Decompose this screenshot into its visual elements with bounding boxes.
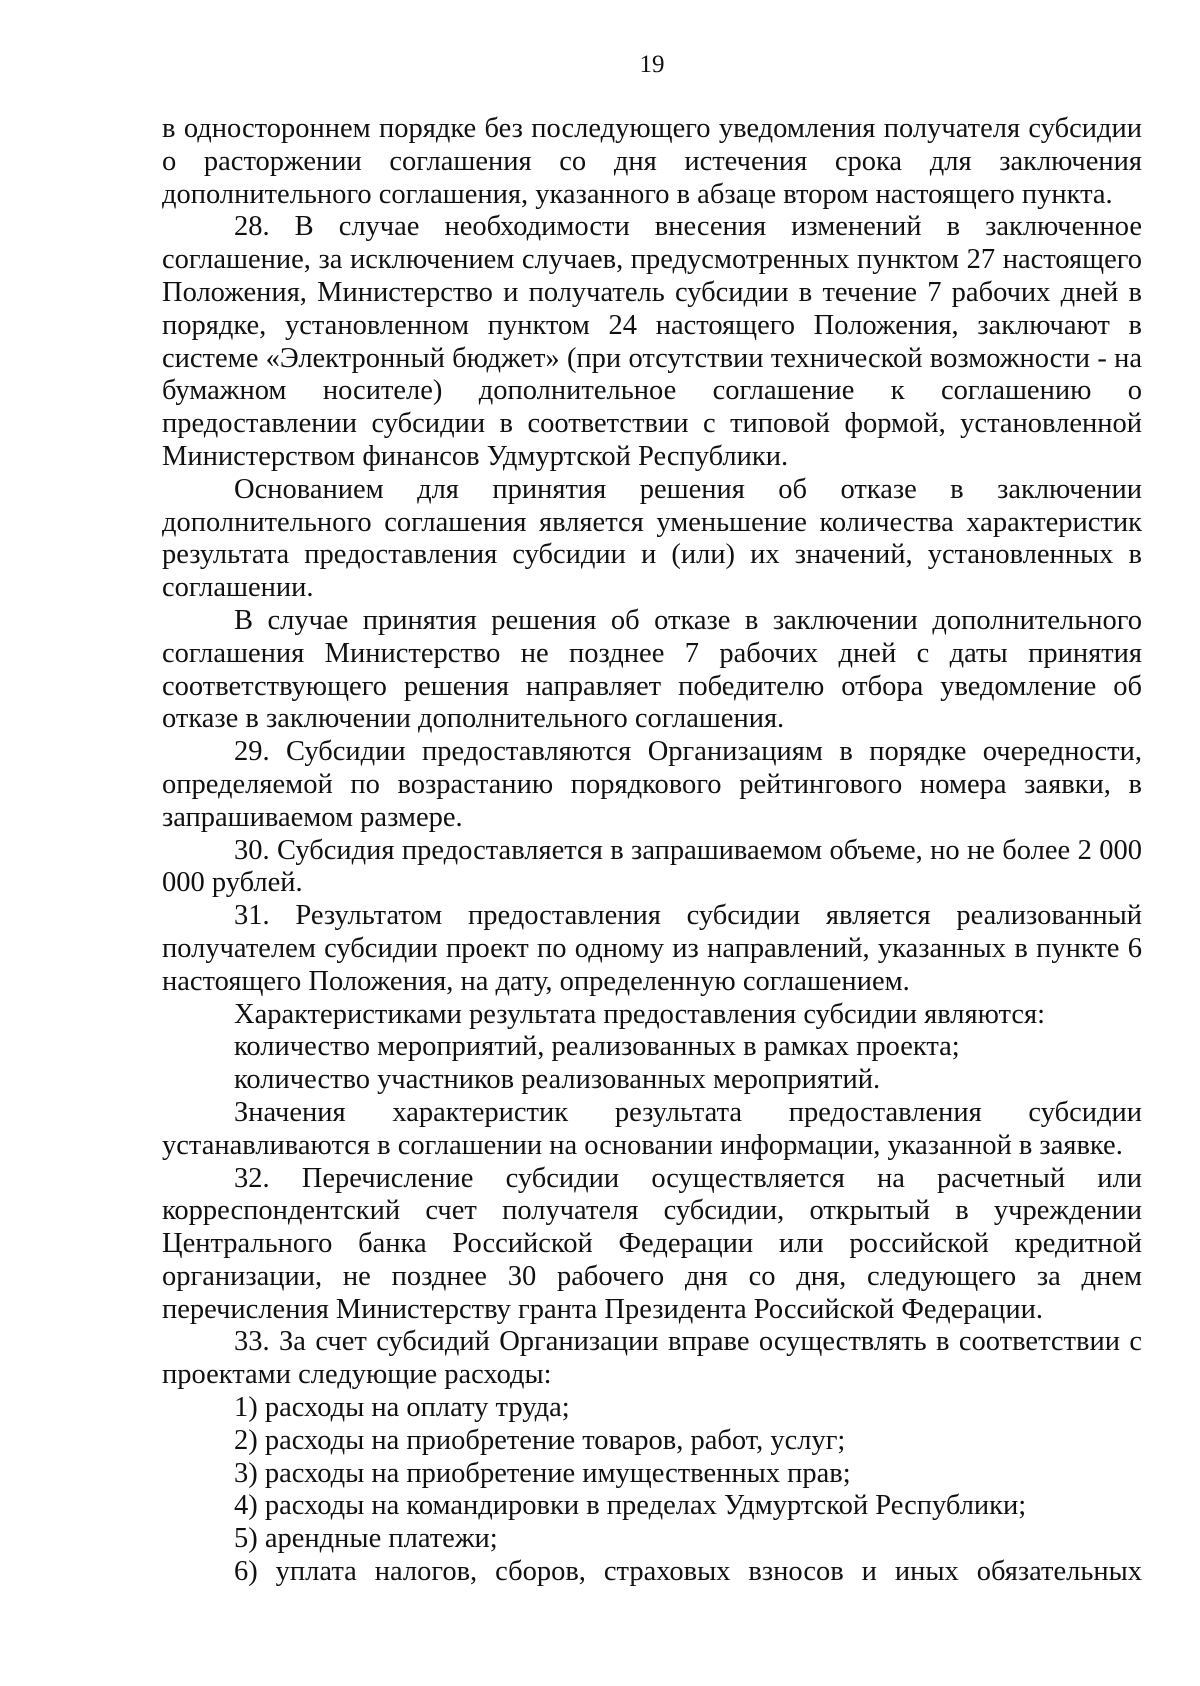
document-body [162, 113, 1142, 1589]
paragraph-28: 28. В случае необходимости внесения изменений в заключенное соглашение, за исключением случаев, предусмотренных пунктом 27 настоящего Положения, Министерство и получатель субсидии в течение 7 рабочих дней в порядке, установленном пунктом 24 настоящего Положения, заключают в системе «Электронный бюджет» (при отсутствии технической возможности - на бумажном носителе) дополнительное соглашение к соглашению о предоставлении субсидии в соответствии с типовой формой, установленной Министерством финансов Удмуртской Республики. [162, 211, 1142, 472]
paragraph-refusal-grounds: Основанием для принятия решения об отказе в заключении дополнительного соглашения является уменьшение количества характеристик результата предоставления субсидии и (или) их значений, установленных в соглашении. [162, 473, 1142, 604]
list-item-expense-6: 6) уплата налогов, сборов, страховых взносов и иных обязательных [234, 1556, 1142, 1588]
list-item-participants-count: количество участников реализованных мероприятий. [234, 1064, 881, 1096]
paragraph-29: 29. Субсидии предоставляются Организациям в порядке очередности, определяемой по возрастанию порядкового рейтингового номера заявки, в запрашиваемом размере. [162, 736, 1142, 833]
paragraph-result-characteristics: Характеристиками результата предоставления субсидии являются: [234, 998, 1045, 1030]
list-item-expense-3: 3) расходы на приобретение имущественных прав; [234, 1457, 851, 1489]
list-item-expense-4: 4) расходы на командировки в пределах Удмуртской Республики; [234, 1490, 1027, 1522]
paragraph-31: 31. Результатом предоставления субсидии является реализованный получателем субсидии проект по одному из направлений, указанных в пункте 6 настоящего Положения, на дату, определенную соглашением. [162, 900, 1142, 997]
paragraph-33: 33. За счет субсидий Организации вправе осуществлять в соответствии с проектами следующие расходы: [162, 1326, 1142, 1391]
list-item-events-count: количество мероприятий, реализованных в рамках проекта; [234, 1031, 960, 1063]
list-item-expense-5: 5) арендные платежи; [234, 1523, 498, 1555]
page-number: 19 [639, 51, 665, 78]
list-item-expense-1: 1) расходы на оплату труда; [234, 1392, 570, 1424]
paragraph-characteristic-values: Значения характеристик результата предоставления субсидии устанавливаются в соглашении на основании информации, указанной в заявке. [162, 1096, 1142, 1161]
paragraph-30: 30. Субсидия предоставляется в запрашиваемом объеме, но не более 2 000 000 рублей. [162, 834, 1142, 899]
paragraph-refusal-notice: В случае принятия решения об отказе в заключении дополнительного соглашения Министерство не позднее 7 рабочих дней с даты принятия соответствующего решения направляет победителю отбора уведомление об отказе в заключении дополнительного соглашения. [162, 604, 1142, 735]
paragraph-continuation: в одностороннем порядке без последующего уведомления получателя субсидии о расторжении соглашения со дня истечения срока для заключения дополнительного соглашения, указанного в абзаце втором настоящего пункта. [162, 113, 1142, 210]
list-item-expense-2: 2) расходы на приобретение товаров, работ, услуг; [234, 1424, 846, 1456]
paragraph-32: 32. Перечисление субсидии осуществляется на расчетный или корреспондентский счет получателя субсидии, открытый в учреждении Центрального банка Российской Федерации или российской кредитной организации, не позднее 30 рабочего дня со дня, следующего за днем перечисления Министерству гранта Президента Российской Федерации. [162, 1162, 1142, 1325]
